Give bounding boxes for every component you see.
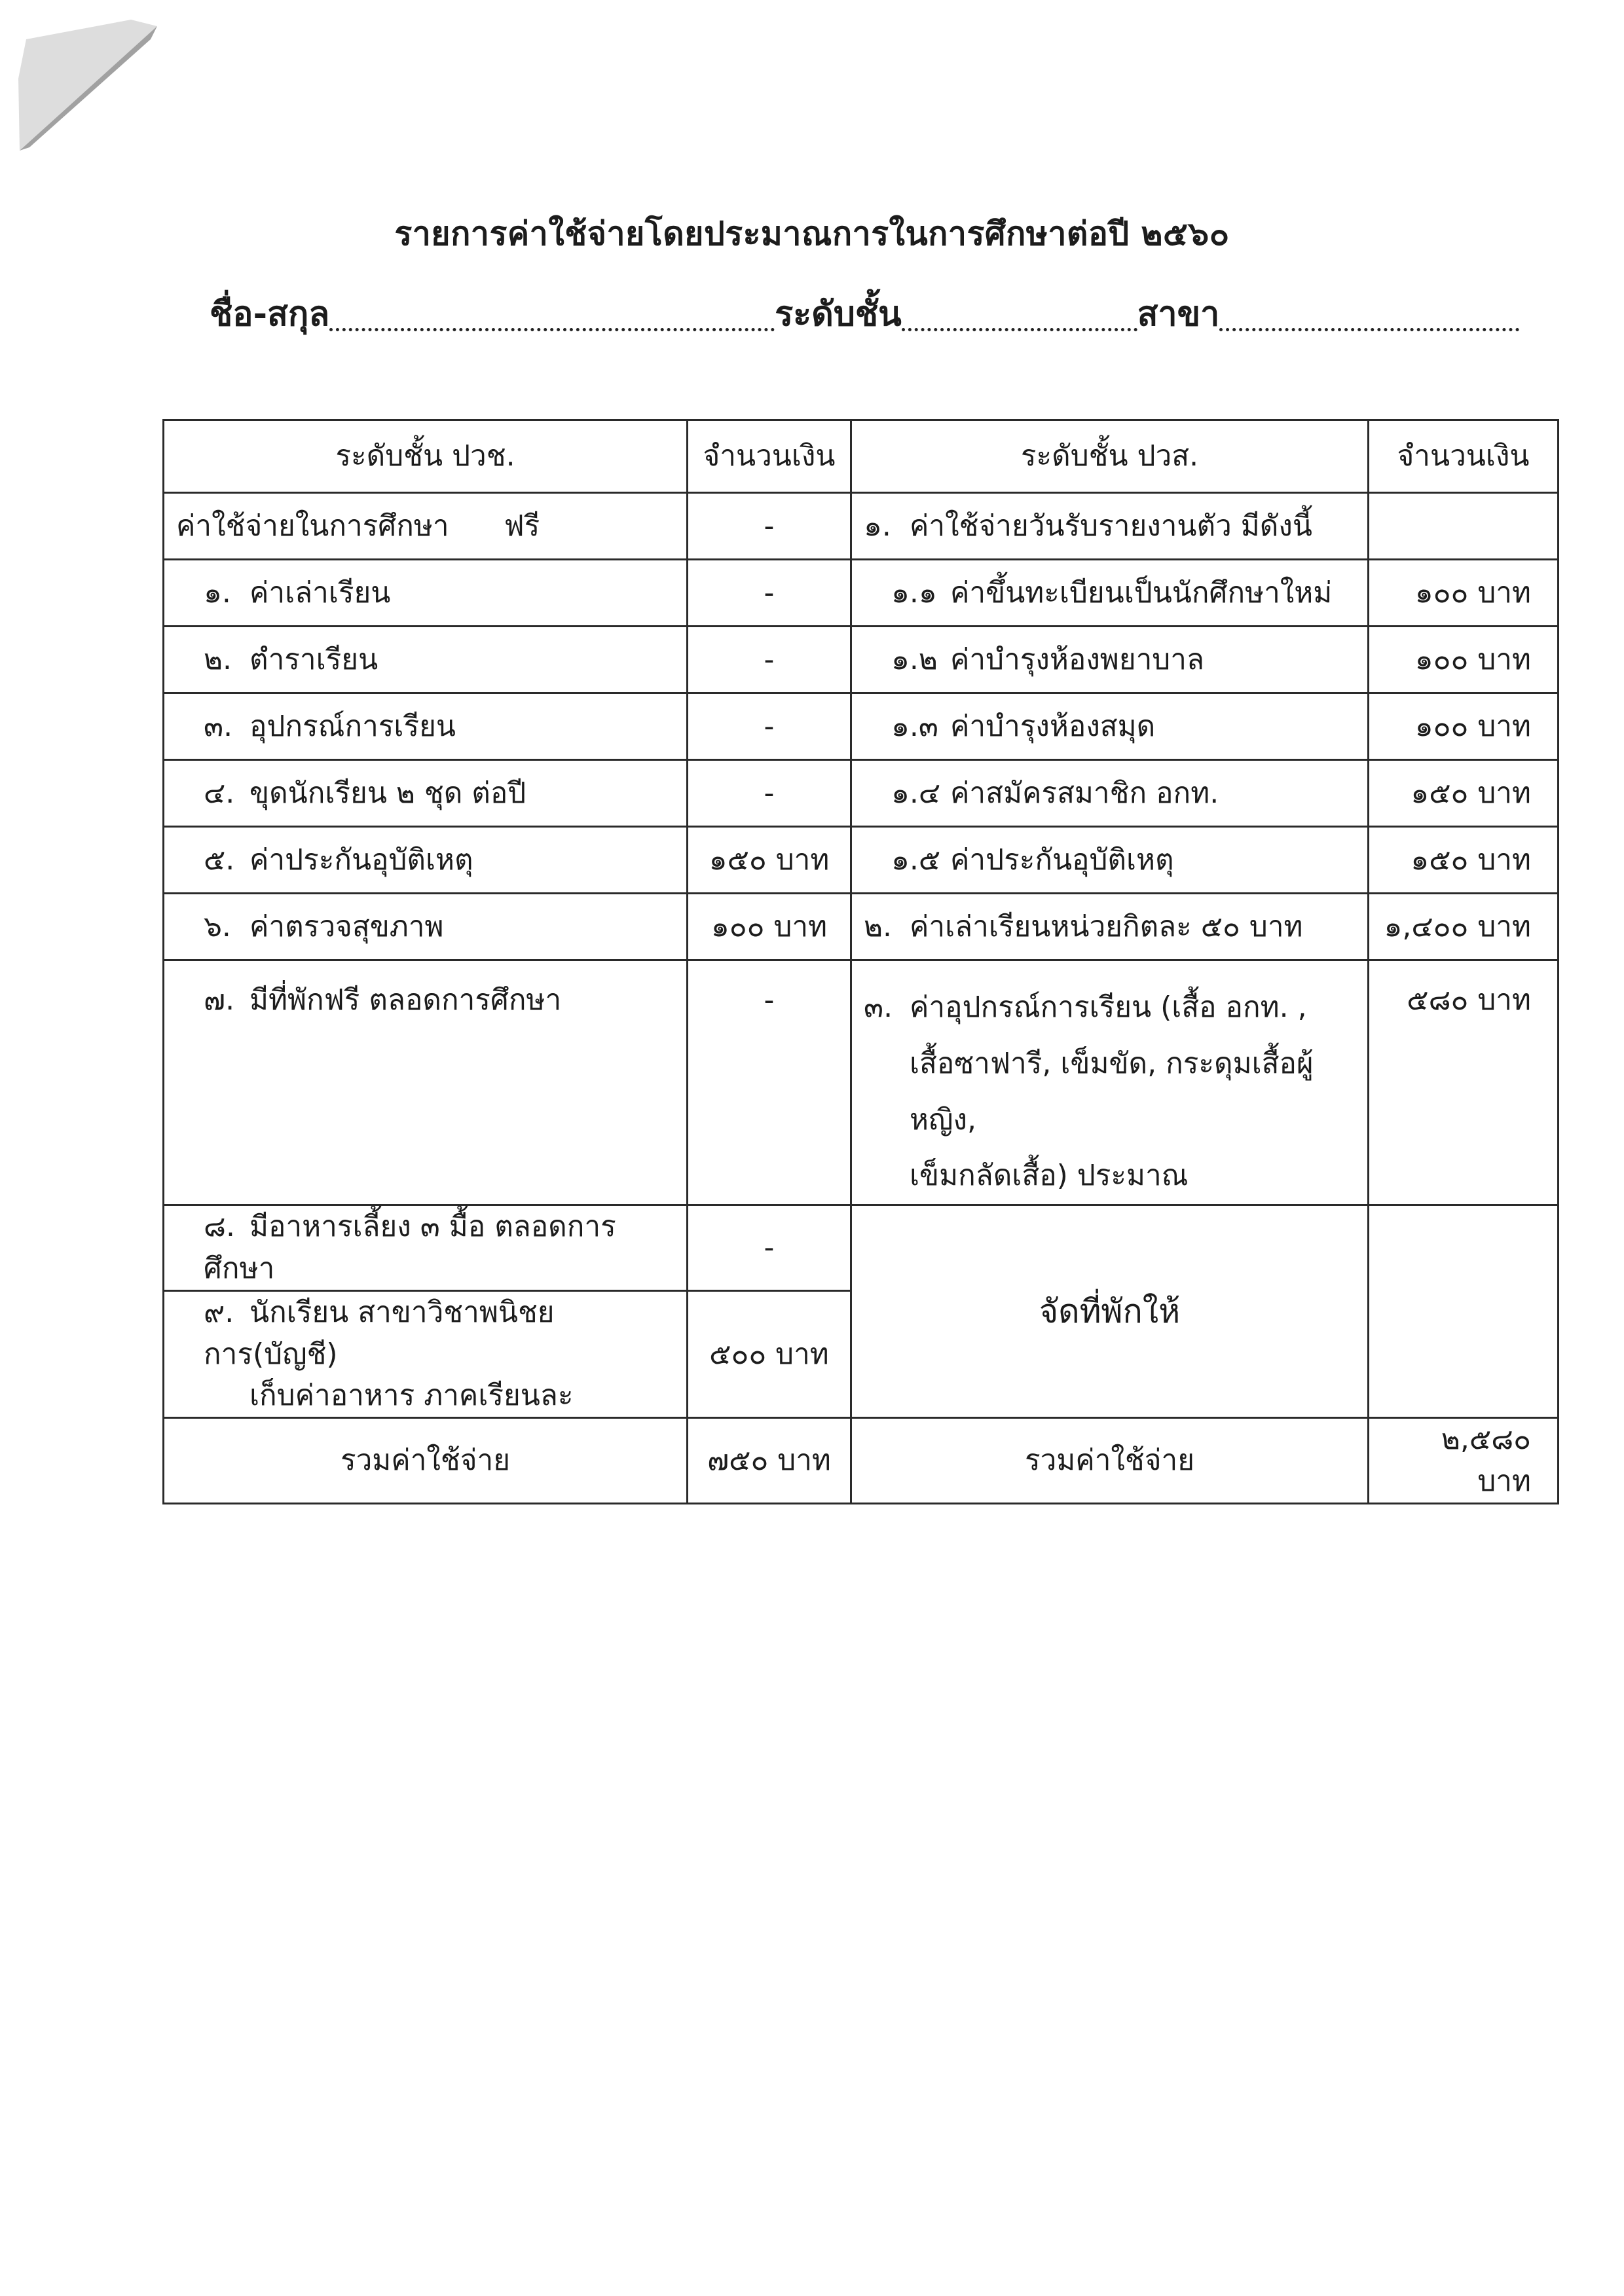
right-cell bbox=[851, 827, 1369, 894]
page-title: รายการค่าใช้จ่ายโดยประมาณการในการศึกษาต่อปี ๒๕๖๐ bbox=[394, 215, 1230, 253]
right-cell bbox=[851, 960, 1369, 1205]
free-label: ฟรี bbox=[504, 509, 540, 543]
item-number: ๑.๑ bbox=[891, 575, 937, 610]
item-number: ๑.๓ bbox=[891, 709, 938, 743]
left-item-label: ขุดนักเรียน ๒ ชุด ต่อปี bbox=[249, 776, 526, 810]
left-amount: ๕๐๐ บาท bbox=[688, 1290, 851, 1417]
right-cell bbox=[851, 560, 1369, 627]
item-number: ๑.๒ bbox=[891, 642, 938, 676]
right-cell bbox=[851, 627, 1369, 693]
left-cell bbox=[164, 627, 688, 693]
right-amount: ๑๐๐ บาท bbox=[1369, 693, 1559, 760]
left-cell bbox=[164, 760, 688, 827]
right-item-label: ค่าสมัครสมาชิก อกท. bbox=[950, 776, 1219, 810]
header-amount: จำนวนเงิน bbox=[1369, 420, 1559, 493]
branch-blank bbox=[1219, 328, 1519, 331]
left-item-label: อุปกรณ์การเรียน bbox=[249, 709, 456, 743]
left-amount: - bbox=[688, 493, 851, 560]
left-cell bbox=[164, 1205, 688, 1291]
right-item-label: ค่าใช้จ่ายวันรับรายงานตัว มีดังนี้ bbox=[910, 509, 1312, 543]
item-number: ๑. bbox=[864, 509, 891, 543]
right-item-label: ค่าบำรุงห้องสมุด bbox=[950, 709, 1156, 743]
empty-amount-cell bbox=[1369, 1205, 1559, 1418]
table-row bbox=[164, 1205, 1559, 1291]
left-amount: ๑๐๐ บาท bbox=[688, 894, 851, 960]
left-cell bbox=[164, 493, 688, 560]
left-item-label: ค่าตรวจสุขภาพ bbox=[249, 909, 444, 943]
cost-table bbox=[162, 419, 1559, 1504]
item-number: ๒. bbox=[204, 642, 232, 676]
left-amount: ๑๕๐ บาท bbox=[688, 827, 851, 894]
table-header-row bbox=[164, 420, 1559, 493]
left-total-amount: ๗๕๐ บาท bbox=[688, 1418, 851, 1504]
left-cell bbox=[164, 894, 688, 960]
table-row bbox=[164, 827, 1559, 894]
table-row bbox=[164, 627, 1559, 693]
right-item-line-1: ค่าอุปกรณ์การเรียน (เสื้อ อกท. , bbox=[910, 991, 1307, 1024]
merged-accommodation-cell: จัดที่พักให้ bbox=[851, 1205, 1369, 1418]
right-item-line-3: เข็มกลัดเสื้อ) ประมาณ bbox=[910, 1159, 1189, 1193]
right-amount: ๕๘๐ บาท bbox=[1369, 960, 1559, 1205]
right-amount: ๑๐๐ บาท bbox=[1369, 627, 1559, 693]
item-number: ๑.๕ bbox=[891, 843, 941, 877]
name-label: ชื่อ-สกุล bbox=[210, 295, 330, 334]
right-amount: ๑๐๐ บาท bbox=[1369, 560, 1559, 627]
left-cell bbox=[164, 693, 688, 760]
right-item-label: ค่าประกันอุบัติเหตุ bbox=[950, 843, 1174, 877]
left-amount: - bbox=[688, 760, 851, 827]
left-item-line-2: เก็บค่าอาหาร ภาคเรียนละ bbox=[249, 1379, 574, 1413]
right-cell bbox=[851, 493, 1369, 560]
right-item-line-2: เสื้อซาฟารี, เข็มขัด, กระดุมเสื้อผู้หญิง, bbox=[910, 1046, 1314, 1137]
left-cell bbox=[164, 1290, 688, 1417]
table-row bbox=[164, 560, 1559, 627]
left-item-label: ค่าประกันอุบัติเหตุ bbox=[249, 843, 473, 877]
item-number: ๑. bbox=[204, 575, 231, 610]
scan-fold-mark bbox=[0, 0, 210, 170]
right-cell bbox=[851, 894, 1369, 960]
item-number: ๖. bbox=[204, 909, 231, 943]
left-item-label: มีอาหารเลี้ยง ๓ มื้อ ตลอดการศึกษา bbox=[204, 1210, 616, 1285]
table-row bbox=[164, 693, 1559, 760]
header-amount: จำนวนเงิน bbox=[688, 420, 851, 493]
right-item-label: ค่าบำรุงห้องพยาบาล bbox=[950, 642, 1204, 676]
left-item-label: ค่าเล่าเรียน bbox=[249, 575, 391, 610]
item-number: ๒. bbox=[864, 909, 892, 943]
header-pvc-level: ระดับชั้น ปวช. bbox=[164, 420, 688, 493]
item-number: ๔. bbox=[204, 776, 235, 810]
left-amount: - bbox=[688, 693, 851, 760]
item-number: ๑.๔ bbox=[891, 776, 941, 810]
left-amount: - bbox=[688, 627, 851, 693]
left-amount: - bbox=[688, 960, 851, 1205]
table-row bbox=[164, 960, 1559, 1205]
right-amount: ๑,๔๐๐ บาท bbox=[1369, 894, 1559, 960]
total-row bbox=[164, 1418, 1559, 1504]
table-row bbox=[164, 894, 1559, 960]
right-total-label: รวมค่าใช้จ่าย bbox=[851, 1418, 1369, 1504]
item-number: ๕. bbox=[204, 843, 235, 877]
left-amount: - bbox=[688, 560, 851, 627]
level-label: ระดับชั้น bbox=[775, 295, 902, 334]
right-item-label: ค่าเล่าเรียนหน่วยกิตละ ๕๐ บาท bbox=[910, 909, 1303, 943]
table-row bbox=[164, 493, 1559, 560]
item-number: ๘. bbox=[204, 1210, 235, 1244]
student-info-line bbox=[210, 288, 1519, 340]
left-cell bbox=[164, 560, 688, 627]
level-blank bbox=[902, 328, 1137, 331]
left-amount: - bbox=[688, 1205, 851, 1291]
table-row bbox=[164, 760, 1559, 827]
item-number: ๓. bbox=[864, 991, 893, 1024]
right-amount: ๑๕๐ บาท bbox=[1369, 827, 1559, 894]
left-cell bbox=[164, 827, 688, 894]
header-pvs-level: ระดับชั้น ปวส. bbox=[851, 420, 1369, 493]
right-total-amount: ๒,๕๘๐ บาท bbox=[1369, 1418, 1559, 1504]
left-total-label: รวมค่าใช้จ่าย bbox=[164, 1418, 688, 1504]
left-item-line-1: นักเรียน สาขาวิชาพนิชยการ(บัญชี) bbox=[204, 1295, 555, 1371]
right-cell bbox=[851, 693, 1369, 760]
right-item-label: ค่าขึ้นทะเบียนเป็นนักศึกษาใหม่ bbox=[950, 575, 1333, 610]
right-amount bbox=[1369, 493, 1559, 560]
item-number: ๓. bbox=[204, 709, 233, 743]
item-number: ๙. bbox=[204, 1295, 234, 1329]
right-amount: ๑๕๐ บาท bbox=[1369, 760, 1559, 827]
item-number: ๗. bbox=[204, 983, 235, 1017]
left-item-label: ค่าใช้จ่ายในการศึกษา bbox=[176, 509, 449, 543]
branch-label: สาขา bbox=[1137, 295, 1220, 334]
right-cell bbox=[851, 760, 1369, 827]
name-blank bbox=[329, 328, 775, 331]
left-item-label: มีที่พักฟรี ตลอดการศึกษา bbox=[249, 983, 562, 1017]
left-cell bbox=[164, 960, 688, 1205]
left-item-label: ตำราเรียน bbox=[249, 642, 378, 676]
